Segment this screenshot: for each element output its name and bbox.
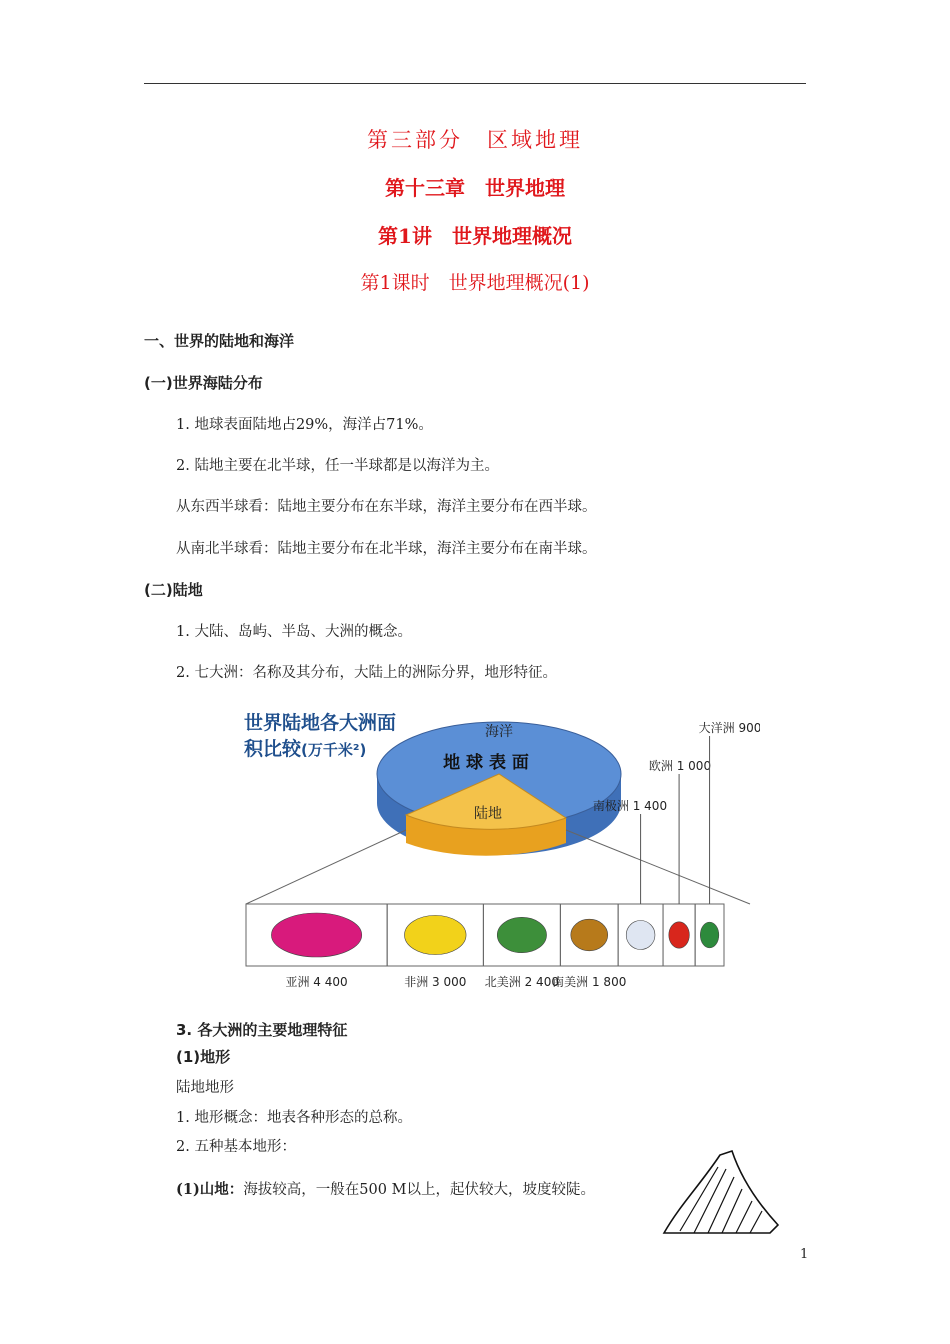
figure-unit: (万千米²)	[301, 741, 367, 759]
continent-label: 南极洲 1 400	[592, 799, 668, 813]
mountain-term: (1)山地：	[176, 1181, 244, 1198]
continent-shape-4	[626, 921, 655, 950]
continent-shape-0	[271, 913, 361, 957]
surface-label: 地 球 表 面	[443, 753, 529, 773]
figure-title	[244, 710, 396, 763]
continent-area-figure	[240, 700, 760, 1004]
funnel-line-left	[246, 830, 406, 904]
lesson-title: 第1课时 世界地理概况(1)	[360, 272, 590, 294]
continent-label: 南美洲 1 800	[552, 975, 627, 989]
subsection-heading: (一)世界海陆分布	[144, 374, 263, 392]
figure-title-line2: 积比较	[244, 738, 302, 760]
part-title: 第三部分 区域地理	[367, 128, 583, 152]
paragraph: 2. 七大洲：名称及其分布，大陆上的洲际分界，地形特征。	[176, 665, 557, 681]
continent-label: 亚洲 4 400	[285, 975, 348, 989]
continent-label: 北美洲 2 400	[484, 975, 559, 989]
land-label: 陆地	[474, 806, 502, 822]
continent-shape-3	[571, 919, 608, 951]
paragraph: 2. 五种基本地形：	[176, 1139, 296, 1155]
continent-label: 大洋洲 900	[698, 721, 760, 735]
figure-title-line1: 世界陆地各大洲面	[244, 712, 397, 734]
paragraph	[176, 1178, 595, 1199]
mountain-sketch	[660, 1145, 785, 1240]
continent-label: 欧洲 1 000	[648, 759, 712, 773]
ocean-label: 海洋	[485, 724, 513, 740]
paragraph: 2. 陆地主要在北半球，任一半球都是以海洋为主。	[176, 458, 499, 474]
header-rule	[144, 83, 806, 84]
mountain-desc: 海拔较高，一般在500 M以上，起伏较大，坡度较陡。	[243, 1182, 595, 1198]
continent-shape-5	[669, 922, 690, 948]
section-heading: 一、世界的陆地和海洋	[144, 332, 295, 350]
continent-shape-1	[404, 915, 466, 954]
subsection-heading: (二)陆地	[144, 581, 203, 599]
paragraph: 从南北半球看：陆地主要分布在北半球，海洋主要分布在南半球。	[176, 541, 597, 557]
continent-shape-6	[700, 922, 718, 948]
paragraph: 从东西半球看：陆地主要分布在东半球，海洋主要分布在西半球。	[176, 499, 597, 515]
paragraph: 1. 地球表面陆地占29%，海洋占71%。	[176, 417, 433, 433]
paragraph: 1. 大陆、岛屿、半岛、大洲的概念。	[176, 624, 412, 640]
continent-label: 非洲 3 000	[404, 975, 467, 989]
continent-shape-2	[497, 917, 546, 952]
section-heading: 3. 各大洲的主要地理特征	[176, 1021, 348, 1039]
subsection-heading: (1)地形	[176, 1048, 231, 1066]
continent-labels	[285, 974, 626, 989]
page-number: 1	[800, 1247, 809, 1262]
funnel-line-right	[566, 830, 750, 904]
paragraph: 陆地地形	[176, 1080, 234, 1096]
callouts	[593, 720, 760, 904]
paragraph: 1. 地形概念：地表各种形态的总称。	[176, 1110, 412, 1126]
chapter-title: 第十三章 世界地理	[385, 176, 565, 200]
lecture-title: 第1讲 世界地理概况	[378, 224, 572, 248]
